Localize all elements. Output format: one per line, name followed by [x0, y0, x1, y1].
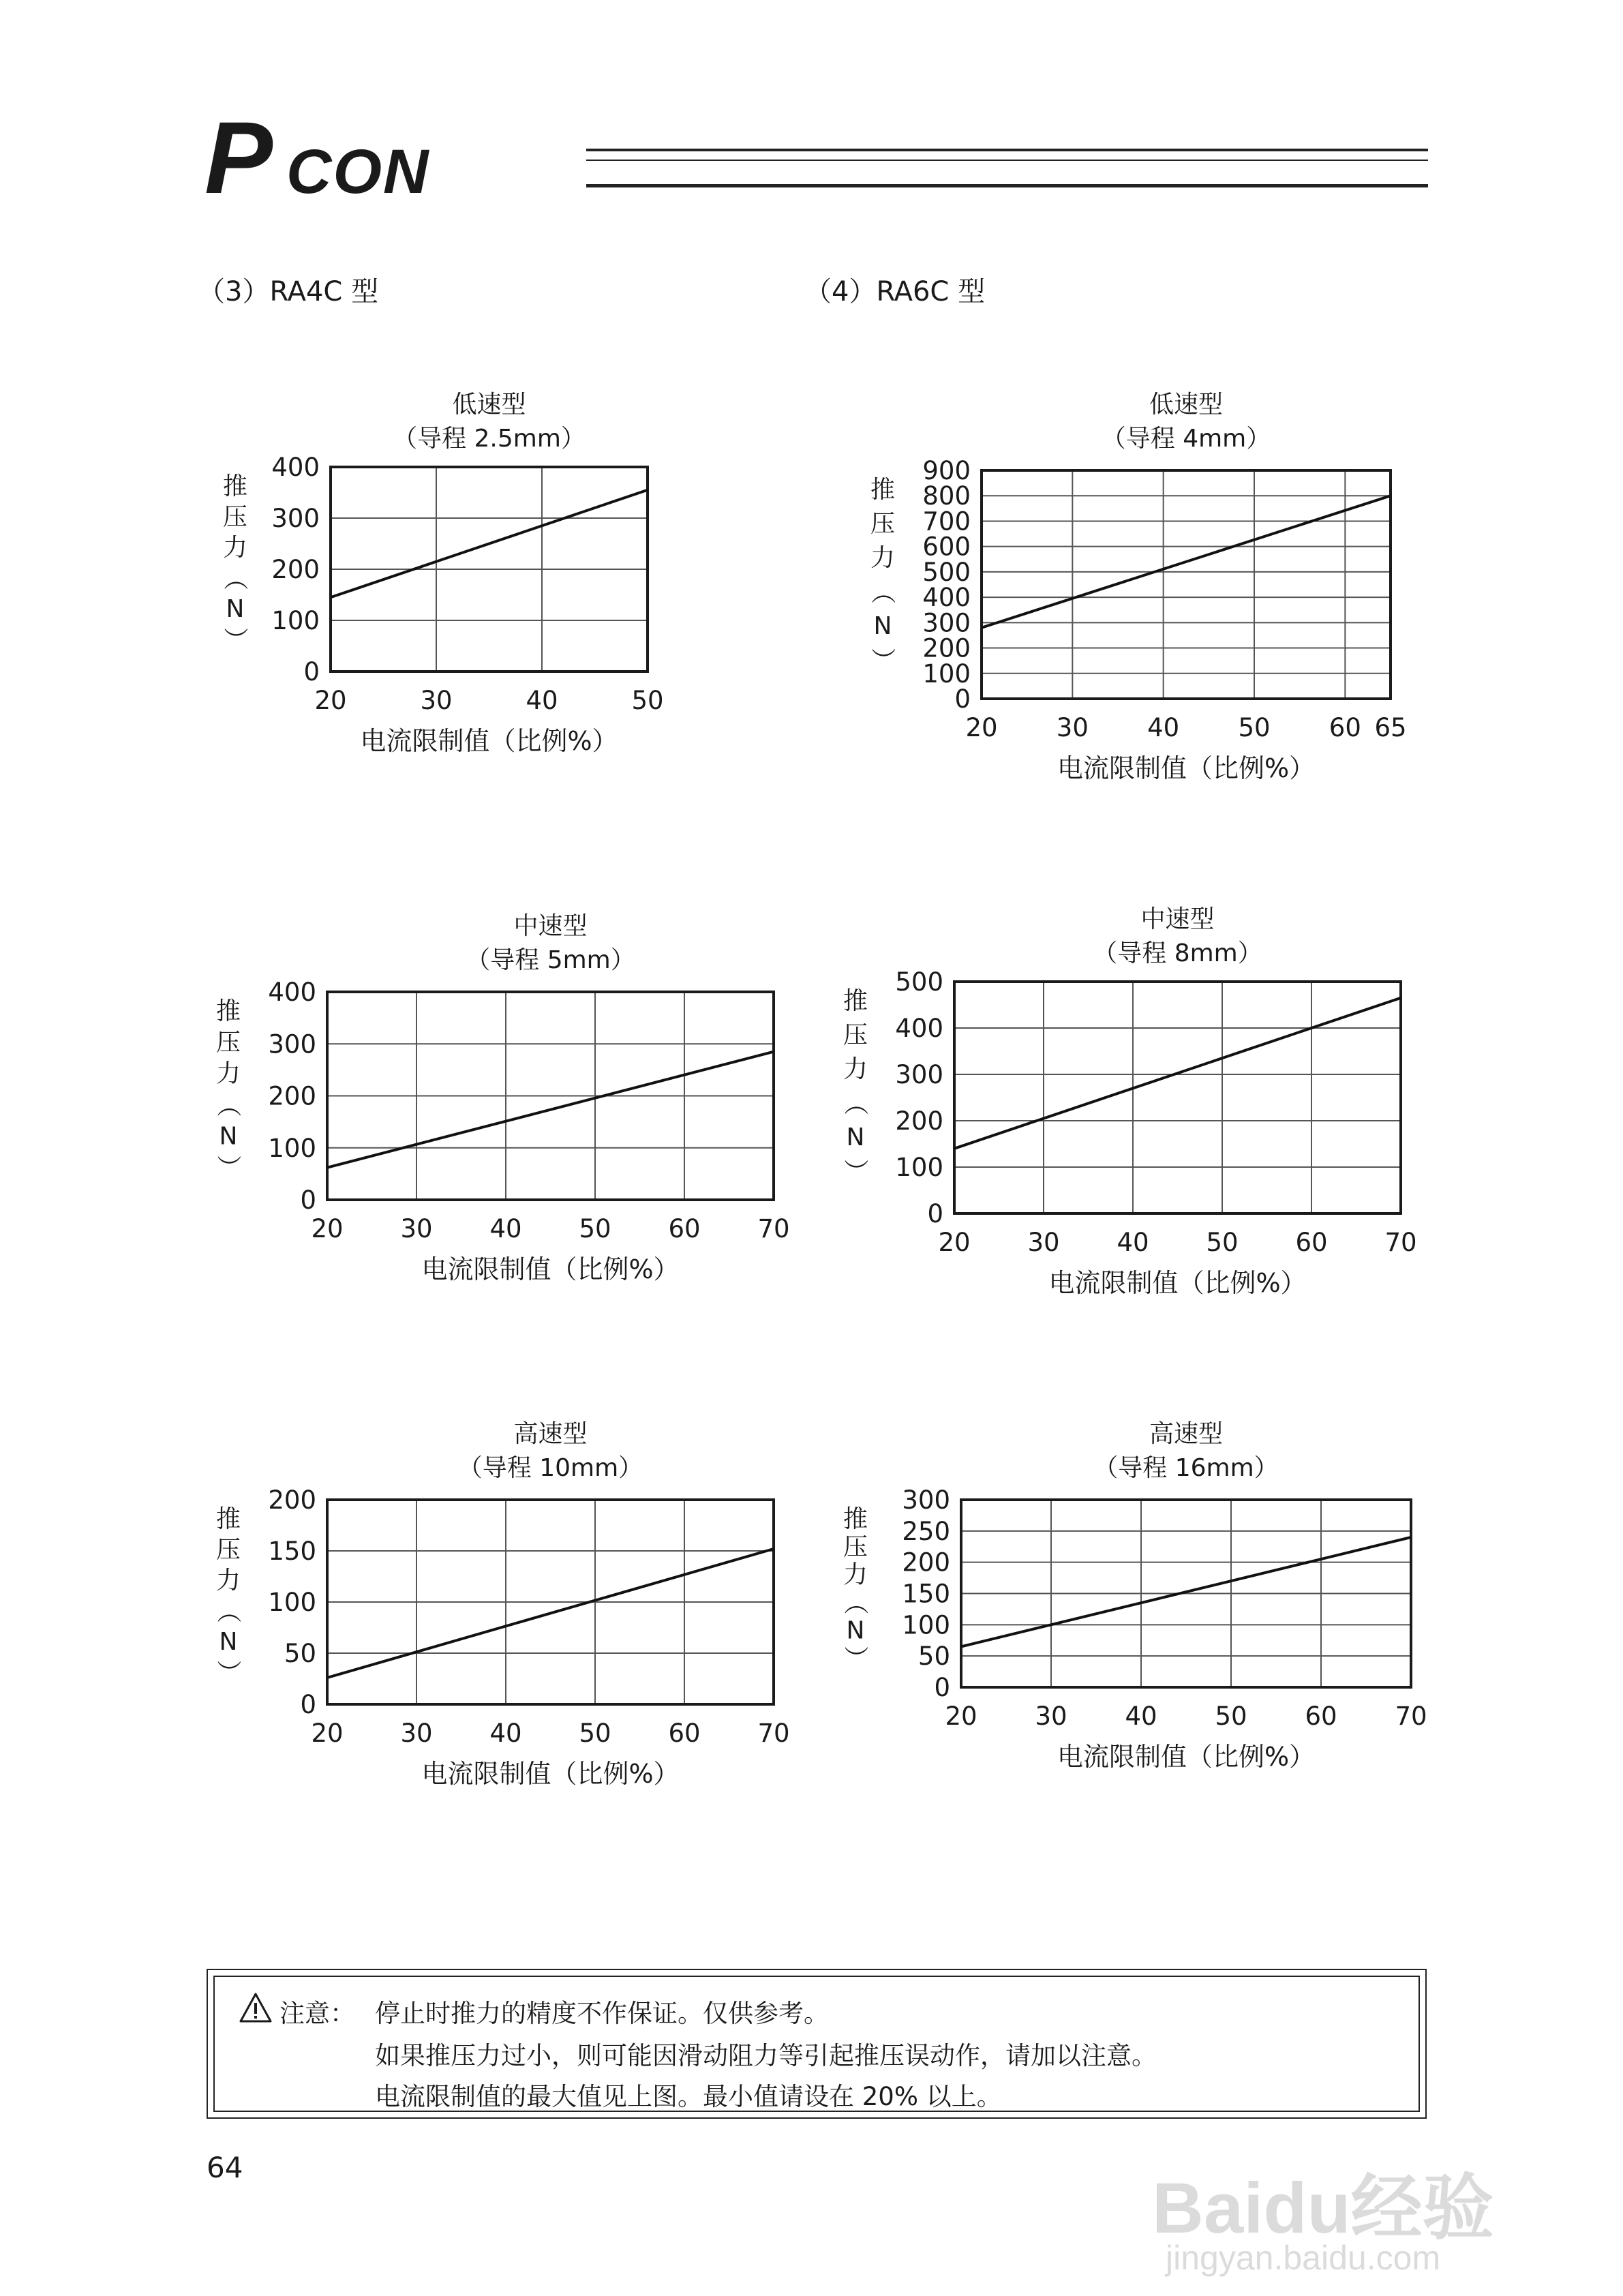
- y-axis-label-char: 压: [870, 510, 896, 538]
- section-title-ra6c: （4）RA6C 型: [804, 276, 986, 307]
- svg-text:CON: CON: [286, 137, 430, 207]
- y-tick-label: 100: [902, 1610, 950, 1640]
- x-tick-label: 40: [489, 1214, 522, 1243]
- y-tick-label: 100: [922, 659, 971, 689]
- y-axis-label-char: 压: [843, 1021, 868, 1049]
- chart-title: 中速型: [1140, 905, 1215, 933]
- x-tick-label: 30: [1035, 1702, 1067, 1731]
- chart-ra6c-low-speed: [852, 378, 1466, 815]
- chart-ra4c-high-speed: [198, 1408, 811, 1837]
- y-tick-label: 300: [895, 1060, 943, 1089]
- y-tick-label: 500: [922, 557, 971, 587]
- y-axis-label-char: （: [221, 565, 249, 591]
- caution-line-1: 停止时推力的精度不作保证。仅供参考。: [375, 1999, 829, 2028]
- x-tick-label: 40: [1147, 713, 1180, 742]
- y-axis-label-char: 力: [870, 544, 896, 572]
- y-tick-label: 400: [271, 453, 320, 482]
- y-axis-label-char: 推: [843, 1505, 868, 1533]
- y-axis-label-char: 力: [843, 1560, 868, 1589]
- y-tick-label: 100: [268, 1133, 316, 1163]
- y-axis-label-char: （: [841, 1590, 869, 1615]
- x-tick-label: 30: [1056, 713, 1089, 742]
- y-axis-label-char: 压: [843, 1532, 868, 1561]
- svg-text:P: P: [204, 112, 273, 208]
- x-tick-label: 50: [579, 1719, 611, 1748]
- x-tick-label: 20: [965, 713, 998, 742]
- page-number: 64: [207, 2151, 243, 2184]
- y-tick-label: 0: [927, 1199, 943, 1228]
- x-tick-label: 30: [420, 686, 453, 715]
- x-tick-label: 30: [400, 1719, 433, 1748]
- caution-line-2: 如果推压力过小，则可能因滑动阻力等引起推压误动作，请加以注意。: [375, 2041, 1157, 2070]
- chart-subtitle: （导程 4mm）: [1101, 425, 1271, 453]
- y-tick-label: 100: [271, 606, 320, 635]
- x-tick-label: 60: [668, 1719, 701, 1748]
- y-axis-label-char: 推: [222, 472, 248, 500]
- y-axis-label-char: 压: [222, 503, 248, 531]
- series-line: [331, 490, 648, 598]
- x-tick-label: 65: [1374, 713, 1407, 742]
- caution-label: 注意：: [279, 1999, 355, 2028]
- y-axis-label-char: 力: [222, 534, 248, 562]
- header-rule-bottom: [586, 184, 1428, 187]
- y-axis-label-char: 压: [215, 1536, 241, 1564]
- y-tick-label: 400: [895, 1014, 943, 1043]
- y-axis-label-char: 推: [215, 1505, 241, 1533]
- header-rule-mid: [586, 160, 1428, 161]
- y-tick-label: 200: [895, 1106, 943, 1136]
- chart-ra6c-mid-speed: [825, 893, 1438, 1329]
- y-axis-label-char: （: [214, 1092, 242, 1117]
- watermark-url: jingyan.baidu.com: [1166, 2239, 1441, 2277]
- section-title-ra4c: （3）RA4C 型: [198, 276, 379, 307]
- x-axis-label: 电流限制值（比例%）: [421, 1254, 680, 1284]
- x-tick-label: 70: [757, 1719, 790, 1748]
- pcon-logo: [204, 112, 586, 208]
- x-tick-label: 20: [938, 1228, 971, 1257]
- baidu-watermark: [1152, 2151, 1561, 2280]
- series-line: [327, 1052, 774, 1168]
- y-axis-label-char: 推: [215, 997, 241, 1025]
- y-tick-label: 0: [954, 684, 971, 714]
- chart-title: 高速型: [513, 1420, 588, 1448]
- y-axis-label-char: 推: [843, 987, 868, 1015]
- y-tick-label: 200: [268, 1485, 316, 1515]
- y-axis-label-char: ）: [841, 1158, 869, 1184]
- y-tick-label: 300: [271, 504, 320, 533]
- x-tick-label: 40: [526, 686, 558, 715]
- x-tick-label: 30: [1027, 1228, 1060, 1257]
- series-line: [961, 1537, 1411, 1646]
- chart-subtitle: （导程 5mm）: [466, 946, 635, 974]
- y-tick-label: 800: [922, 481, 971, 511]
- y-tick-label: 50: [917, 1642, 950, 1672]
- y-tick-label: 0: [300, 1690, 316, 1719]
- x-tick-label: 20: [945, 1702, 977, 1731]
- chart-subtitle: （导程 8mm）: [1093, 939, 1262, 967]
- x-tick-label: 40: [1117, 1228, 1149, 1257]
- y-axis-label-char: N: [846, 1123, 865, 1151]
- y-tick-label: 300: [268, 1029, 316, 1059]
- y-tick-label: 100: [895, 1153, 943, 1182]
- plot-frame: [982, 470, 1391, 699]
- y-axis-label-char: （: [868, 579, 896, 605]
- y-tick-label: 0: [303, 657, 320, 686]
- x-tick-label: 40: [489, 1719, 522, 1748]
- y-axis-label-char: N: [219, 1628, 238, 1656]
- y-tick-label: 150: [268, 1537, 316, 1566]
- y-axis-label-char: ）: [221, 626, 249, 652]
- x-tick-label: 60: [668, 1214, 701, 1243]
- x-tick-label: 50: [579, 1214, 611, 1243]
- series-line: [327, 1549, 774, 1678]
- chart-title: 低速型: [452, 391, 526, 419]
- x-tick-label: 50: [1215, 1702, 1247, 1731]
- y-axis-label-char: （: [214, 1598, 242, 1624]
- chart-subtitle: （导程 10mm）: [457, 1454, 643, 1482]
- y-tick-label: 400: [922, 583, 971, 613]
- y-axis-label-char: ）: [841, 1646, 869, 1671]
- x-tick-label: 30: [400, 1214, 433, 1243]
- y-axis-label-char: 推: [870, 476, 896, 504]
- x-tick-label: 60: [1305, 1702, 1337, 1731]
- y-tick-label: 150: [902, 1579, 950, 1609]
- y-tick-label: 900: [922, 456, 971, 485]
- y-tick-label: 200: [922, 633, 971, 663]
- y-tick-label: 600: [922, 532, 971, 562]
- x-tick-label: 20: [311, 1214, 344, 1243]
- y-axis-label-char: 力: [215, 1567, 241, 1595]
- chart-ra6c-high-speed: [825, 1408, 1438, 1830]
- y-tick-label: 200: [271, 555, 320, 584]
- y-axis-label-char: N: [226, 595, 245, 623]
- series-line: [954, 998, 1401, 1149]
- chart-ra4c-mid-speed: [198, 900, 811, 1329]
- y-tick-label: 200: [902, 1547, 950, 1577]
- x-axis-label: 电流限制值（比例%）: [1048, 1268, 1307, 1298]
- y-tick-label: 300: [922, 608, 971, 638]
- chart-subtitle: （导程 16mm）: [1093, 1454, 1279, 1482]
- x-axis-label: 电流限制值（比例%）: [360, 726, 618, 756]
- y-tick-label: 50: [284, 1639, 316, 1668]
- warning-triangle-icon: [239, 1992, 273, 2023]
- x-tick-label: 60: [1295, 1228, 1328, 1257]
- y-axis-label-char: N: [873, 612, 892, 640]
- y-tick-label: 250: [902, 1516, 950, 1546]
- y-axis-label-char: 力: [215, 1059, 241, 1088]
- x-tick-label: 70: [1384, 1228, 1417, 1257]
- chart-ra4c-low-speed: [204, 378, 695, 787]
- y-axis-label-char: 力: [843, 1055, 868, 1083]
- chart-title: 中速型: [513, 912, 588, 940]
- x-axis-label: 电流限制值（比例%）: [1057, 1742, 1316, 1772]
- header-rule-top: [586, 149, 1428, 151]
- y-tick-label: 0: [934, 1673, 950, 1702]
- chart-subtitle: （导程 2.5mm）: [393, 425, 586, 453]
- y-tick-label: 500: [895, 967, 943, 997]
- y-tick-label: 400: [268, 978, 316, 1007]
- y-tick-label: 300: [902, 1485, 950, 1515]
- x-tick-label: 20: [311, 1719, 344, 1748]
- plot-frame: [954, 982, 1401, 1213]
- y-tick-label: 100: [268, 1588, 316, 1617]
- x-tick-label: 60: [1329, 713, 1361, 742]
- watermark-brand: Baidu经验: [1152, 2169, 1494, 2248]
- y-tick-label: 700: [922, 507, 971, 537]
- chart-title: 低速型: [1149, 391, 1224, 419]
- x-tick-label: 20: [314, 686, 347, 715]
- y-axis-label-char: ）: [214, 1155, 242, 1180]
- y-axis-label-char: 压: [215, 1028, 241, 1057]
- y-axis-label-char: N: [219, 1122, 238, 1151]
- x-tick-label: 70: [757, 1214, 790, 1243]
- x-tick-label: 50: [631, 686, 664, 715]
- x-tick-label: 40: [1125, 1702, 1157, 1731]
- y-axis-label-char: ）: [214, 1659, 242, 1685]
- y-axis-label-char: ）: [868, 647, 896, 673]
- x-tick-label: 50: [1206, 1228, 1239, 1257]
- chart-title: 高速型: [1149, 1420, 1224, 1448]
- caution-line-3: 电流限制值的最大值见上图。最小值请设在 20% 以上。: [375, 2082, 1002, 2111]
- y-axis-label-char: N: [846, 1616, 865, 1645]
- x-tick-label: 70: [1395, 1702, 1427, 1731]
- y-tick-label: 200: [268, 1081, 316, 1111]
- y-tick-label: 0: [300, 1185, 316, 1215]
- caution-note-box: [207, 1969, 1427, 2119]
- x-axis-label: 电流限制值（比例%）: [1057, 753, 1316, 783]
- y-axis-label-char: （: [841, 1090, 869, 1116]
- x-tick-label: 50: [1238, 713, 1271, 742]
- x-axis-label: 电流限制值（比例%）: [421, 1759, 680, 1789]
- series-line: [982, 496, 1391, 628]
